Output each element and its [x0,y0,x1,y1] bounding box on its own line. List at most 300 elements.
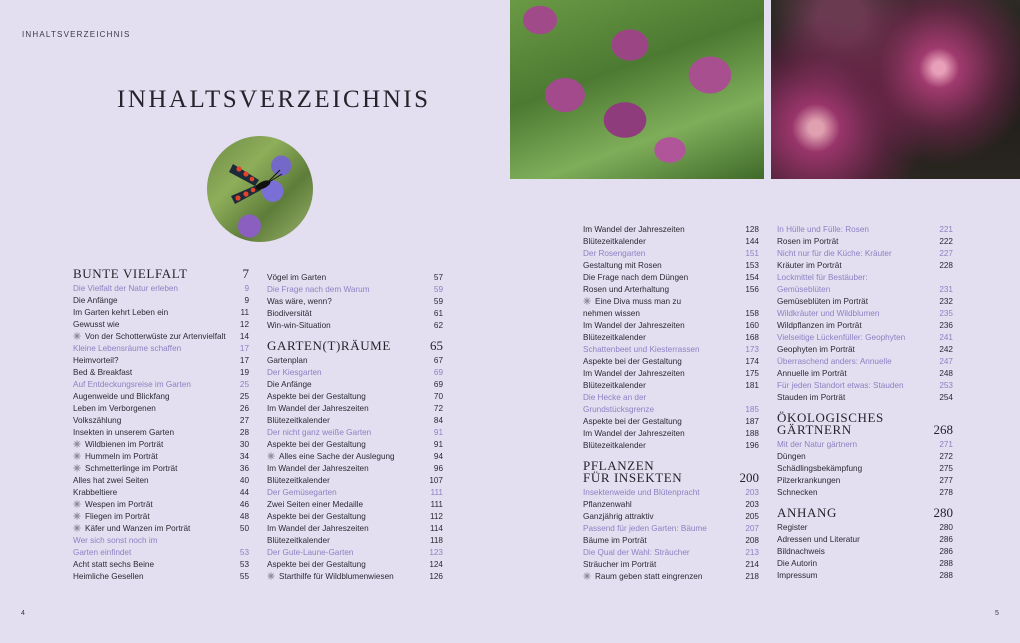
toc-entry [583,559,759,571]
toc-entry [73,295,249,307]
entry-title: Die Anfänge [267,380,312,389]
entry-title: Im Wandel der Jahreszeiten [267,404,369,413]
toc-entry [267,511,443,523]
toc-subheading [583,523,759,535]
entry-title: Grundstücksgrenze [583,405,654,414]
entry-title: Gemüseblüten [777,285,831,294]
entry-page-number: 96 [433,464,443,473]
entry-title: Die Vielfalt der Natur erleben [73,284,178,293]
entry-title: Auf Entdeckungsreise im Garten [73,380,191,389]
entry-title: Bed & Breakfast [73,368,133,377]
entry-title: Gewusst wie [73,320,120,329]
entry-page-number: 25 [239,392,249,401]
toc-entry [267,320,443,332]
folio-left: 4 [21,610,25,617]
toc-subheading [583,547,759,559]
entry-page-number: 213 [745,548,759,557]
entry-title: Leben im Verborgenen [73,404,156,413]
entry-page-number: 84 [433,416,443,425]
flower-bullet-icon [583,297,591,305]
entry-page-number: 203 [745,500,759,509]
toc-entry [583,535,759,547]
toc-entry [267,379,443,391]
toc-entry [267,308,443,320]
entry-page-number: 288 [939,559,953,568]
toc-entry [73,319,249,331]
toc-section-heading [583,460,759,484]
toc-subheading [267,284,443,296]
toc-entry [73,415,249,427]
entry-page-number: 62 [433,321,443,330]
toc-entry [583,571,759,583]
running-head: INHALTSVERZEICHNIS [22,30,131,39]
toc-entry [73,499,249,511]
entry-page-number: 254 [939,393,953,402]
entry-title: Überraschend anders: Annuelle [777,357,892,366]
flower-bullet-icon [73,332,81,340]
entry-title: Blütezeitkalender [267,476,330,485]
entry-title: Krabbeltiere [73,488,118,497]
entry-title: Ganzjährig attraktiv [583,512,654,521]
toc-entry [583,356,759,368]
entry-page-number: 208 [745,536,759,545]
toc-subheading [583,248,759,260]
entry-page-number: 280 [939,523,953,532]
entry-page-number: 242 [939,345,953,354]
entry-title: Volkszählung [73,416,122,425]
entry-page-number: 286 [939,535,953,544]
toc-section-heading [73,268,249,280]
flower-bullet-icon [73,500,81,508]
toc-entry [777,392,953,404]
toc-entry [267,463,443,475]
entry-page-number: 17 [239,344,249,353]
entry-page-number: 232 [939,297,953,306]
toc-entry [267,571,443,583]
entry-title: Blütezeitkalender [267,416,330,425]
entry-page-number: 248 [939,369,953,378]
entry-title: Aspekte bei der Gestaltung [583,357,682,366]
section-title: ANHANG [777,505,837,520]
entry-title: Aspekte bei der Gestaltung [267,392,366,401]
entry-page-number: 160 [745,321,759,330]
entry-title: Mit der Natur gärtnern [777,440,858,449]
entry-title: Im Wandel der Jahreszeiten [583,429,685,438]
toc-entry [73,463,249,475]
toc-entry [777,368,953,380]
entry-title: Blütezeitkalender [267,536,330,545]
moth-icon [225,158,295,213]
entry-title: Der Gute-Laune-Garten [267,548,354,557]
entry-title: Im Wandel der Jahreszeiten [583,321,685,330]
entry-title: Zwei Seiten einer Medaille [267,500,364,509]
toc-entry [777,320,953,332]
entry-title: Die Autorin [777,559,818,568]
toc-subheading [583,404,759,416]
entry-page-number: 46 [239,500,249,509]
toc-entry [583,236,759,248]
toc-entry [777,236,953,248]
toc-entry [73,391,249,403]
toc-entry [73,451,249,463]
toc-entry [267,355,443,367]
entry-page-number: 228 [939,261,953,270]
entry-title: Eine Diva muss man zu [595,297,682,306]
entry-page-number: 50 [239,524,249,533]
entry-page-number: 174 [745,357,759,366]
section-page-number: 268 [933,422,953,437]
toc-subheading [267,427,443,439]
toc-subheading [73,547,249,559]
entry-title: Pflanzenwahl [583,500,632,509]
entry-title: Vögel im Garten [267,273,327,282]
toc-entry [73,571,249,583]
toc-column-2 [267,272,443,583]
entry-title: Im Wandel der Jahreszeiten [583,225,685,234]
entry-title: Die Frage nach dem Warum [267,285,370,294]
flower-bullet-icon [267,452,275,460]
toc-subheading [777,439,953,451]
toc-entry [73,475,249,487]
entry-page-number: 26 [239,404,249,413]
toc-entry [777,296,953,308]
toc-subheading [267,367,443,379]
toc-entry [583,260,759,272]
toc-entry [73,559,249,571]
toc-entry [267,415,443,427]
entry-page-number: 27 [239,416,249,425]
toc-entry [583,499,759,511]
entry-page-number: 59 [433,297,443,306]
toc-entry [73,487,249,499]
toc-entry [267,391,443,403]
entry-title: nehmen wissen [583,309,640,318]
entry-page-number: 173 [745,345,759,354]
entry-title: Blütezeitkalender [583,381,646,390]
toc-entry [583,380,759,392]
entry-title: Pilzerkrankungen [777,476,841,485]
toc-subheading [777,356,953,368]
moth-circle-photo [207,136,313,242]
entry-title: Der Gemüsegarten [267,488,337,497]
entry-page-number: 111 [430,488,443,497]
entry-page-number: 53 [239,548,249,557]
entry-page-number: 218 [745,572,759,581]
entry-page-number: 36 [239,464,249,473]
entry-title: Biodiversität [267,309,312,318]
entry-page-number: 14 [239,332,249,341]
toc-entry [267,523,443,535]
entry-title: Der Kiesgarten [267,368,322,377]
toc-entry [267,272,443,284]
toc-entry [73,403,249,415]
entry-title: Acht statt sechs Beine [73,560,155,569]
flower-bullet-icon [73,524,81,532]
toc-entry [777,534,953,546]
entry-page-number: 187 [745,417,759,426]
toc-section-heading [777,412,953,436]
entry-title: Augenweide und Blickfang [73,392,170,401]
toc-entry [583,511,759,523]
entry-page-number: 156 [745,285,759,294]
toc-entry [73,355,249,367]
entry-page-number: 207 [745,524,759,533]
flower-bullet-icon [73,464,81,472]
entry-title: Rosen und Arterhaltung [583,285,670,294]
entry-title: Stauden im Porträt [777,393,846,402]
entry-title: Blütezeitkalender [583,441,646,450]
entry-page-number: 11 [240,308,249,317]
toc-entry [583,368,759,380]
entry-page-number: 214 [745,560,759,569]
entry-title: Lockmittel für Bestäuber: [777,273,868,282]
entry-title: Annuelle im Porträt [777,369,847,378]
entry-page-number: 61 [433,309,443,318]
entry-page-number: 153 [745,261,759,270]
entry-title: Düngen [777,452,806,461]
toc-entry [73,427,249,439]
entry-title: Register [777,523,808,532]
toc-entry [267,451,443,463]
entry-page-number: 53 [239,560,249,569]
toc-entry [583,440,759,452]
entry-title: In Hülle und Fülle: Rosen [777,225,869,234]
hellebore-photo [510,0,764,179]
entry-page-number: 34 [239,452,249,461]
entry-title: Schnecken [777,488,818,497]
toc-column-4 [777,224,953,582]
entry-page-number: 275 [939,464,953,473]
toc-entry [583,416,759,428]
toc-entry [267,499,443,511]
entry-page-number: 69 [433,380,443,389]
entry-page-number: 196 [745,441,759,450]
entry-title: Bäume im Porträt [583,536,647,545]
entry-title: Gemüseblüten im Porträt [777,297,869,306]
toc-entry [777,463,953,475]
entry-page-number: 154 [745,273,759,282]
entry-page-number: 48 [239,512,249,521]
section-title: BUNTE VIELFALT [73,266,188,281]
entry-title: Im Wandel der Jahreszeiten [583,369,685,378]
toc-entry [583,224,759,236]
entry-page-number: 227 [939,249,953,258]
entry-page-number: 288 [939,571,953,580]
section-title-line1: ÖKOLOGISCHES [777,410,884,425]
toc-entry [583,284,759,296]
entry-title: Heimliche Gesellen [73,572,144,581]
toc-entry [267,559,443,571]
entry-page-number: 91 [433,428,443,437]
entry-title: Aspekte bei der Gestaltung [267,560,366,569]
toc-section-heading [777,507,953,519]
toc-entry [73,523,249,535]
entry-title: Win-win-Situation [267,321,331,330]
toc-entry [777,475,953,487]
flower-bullet-icon [267,572,275,580]
entry-page-number: 17 [239,356,249,365]
allium-photo [771,0,1020,179]
entry-page-number: 118 [429,536,443,545]
entry-title: Von der Schotterwüste zur Artenvielfalt [85,332,226,341]
entry-title: Schattenbeet und Kiesterrassen [583,345,700,354]
section-page-number: 200 [739,470,759,485]
entry-title: Kleine Lebensräume schaffen [73,344,182,353]
entry-title: Raum geben statt eingrenzen [595,572,703,581]
section-title-line2: FÜR INSEKTEN [583,470,683,485]
toc-column-1 [73,268,249,583]
toc-subheading [73,535,249,547]
entry-page-number: 44 [239,488,249,497]
section-title [583,460,682,484]
entry-page-number: 67 [433,356,443,365]
entry-page-number: 70 [433,392,443,401]
entry-title: Wildkräuter und Wildblumen [777,309,880,318]
entry-title: Der Rosengarten [583,249,646,258]
entry-title: Wildbienen im Porträt [85,440,164,449]
toc-entry [267,475,443,487]
entry-page-number: 203 [745,488,759,497]
toc-entry [267,403,443,415]
entry-title: Passend für jeden Garten: Bäume [583,524,707,533]
toc-entry [73,439,249,451]
entry-title: Vielseitige Lückenfüller: Geophyten [777,333,906,342]
toc-subheading [777,284,953,296]
entry-page-number: 12 [239,320,249,329]
toc-subheading [777,248,953,260]
entry-title: Heimvorteil? [73,356,119,365]
section-title-line1: PFLANZEN [583,458,655,473]
entry-page-number: 128 [745,225,759,234]
entry-page-number: 272 [939,452,953,461]
entry-page-number: 271 [939,440,953,449]
toc-entry [777,344,953,356]
entry-page-number: 55 [239,572,249,581]
toc-entry [583,272,759,284]
entry-title: Was wäre, wenn? [267,297,332,306]
entry-title: Aspekte bei der Gestaltung [583,417,682,426]
entry-page-number: 175 [745,369,759,378]
entry-page-number: 205 [745,512,759,521]
toc-subheading [777,380,953,392]
toc-entry [777,570,953,582]
flower-bullet-icon [73,452,81,460]
flower-bullet-icon [583,572,591,580]
entry-page-number: 69 [433,368,443,377]
flower-bullet-icon [73,440,81,448]
entry-title: Käfer und Wanzen im Porträt [85,524,191,533]
entry-title: Wespen im Porträt [85,500,153,509]
entry-title: Gestaltung mit Rosen [583,261,662,270]
entry-page-number: 151 [745,249,759,258]
entry-page-number: 28 [239,428,249,437]
toc-subheading [777,224,953,236]
toc-subheading [583,487,759,499]
entry-page-number: 247 [939,357,953,366]
entry-page-number: 40 [239,476,249,485]
entry-title: Aspekte bei der Gestaltung [267,440,366,449]
entry-title: Insekten in unserem Garten [73,428,175,437]
entry-page-number: 241 [939,333,953,342]
entry-title: Im Wandel der Jahreszeiten [267,524,369,533]
toc-entry [777,522,953,534]
entry-title: Sträucher im Porträt [583,560,657,569]
entry-page-number: 181 [745,381,759,390]
entry-page-number: 114 [429,524,443,533]
toc-subheading [777,272,953,284]
entry-page-number: 9 [244,284,249,293]
entry-page-number: 9 [244,296,249,305]
toc-subheading [73,379,249,391]
toc-entry [777,487,953,499]
entry-page-number: 144 [745,237,759,246]
entry-title: Geophyten im Porträt [777,345,855,354]
entry-page-number: 19 [239,368,249,377]
entry-title: Blütezeitkalender [583,333,646,342]
toc-entry [73,307,249,319]
entry-title: Im Garten kehrt Leben ein [73,308,169,317]
section-page-number: 65 [430,338,443,353]
toc-entry [777,260,953,272]
entry-title: Bildnachweis [777,547,825,556]
page-title: INHALTSVERZEICHNIS [117,86,431,113]
toc-entry [267,296,443,308]
entry-page-number: 278 [939,488,953,497]
entry-title: Fliegen im Porträt [85,512,150,521]
entry-page-number: 286 [939,547,953,556]
entry-page-number: 231 [939,285,953,294]
entry-page-number: 188 [745,429,759,438]
entry-title: Schädlingsbekämpfung [777,464,863,473]
toc-entry [583,320,759,332]
entry-title: Wer sich sonst noch im [73,536,158,545]
toc-subheading [73,343,249,355]
entry-page-number: 126 [429,572,443,581]
entry-page-number: 235 [939,309,953,318]
toc-subheading [777,308,953,320]
toc-entry [583,308,759,320]
entry-page-number: 168 [745,333,759,342]
entry-title: Insektenweide und Blütenpracht [583,488,700,497]
entry-title: Im Wandel der Jahreszeiten [267,464,369,473]
toc-entry [777,558,953,570]
entry-title: Rosen im Porträt [777,237,839,246]
toc-column-3 [583,224,759,583]
entry-page-number: 30 [239,440,249,449]
entry-page-number: 123 [429,548,443,557]
section-title: GARTEN(T)RÄUME [267,338,391,353]
flower-bullet-icon [73,512,81,520]
entry-page-number: 94 [433,452,443,461]
toc-entry [583,428,759,440]
entry-page-number: 124 [429,560,443,569]
entry-page-number: 277 [939,476,953,485]
entry-page-number: 25 [239,380,249,389]
entry-title: Wildpflanzen im Porträt [777,321,862,330]
entry-title: Die Hecke an der [583,393,647,402]
entry-page-number: 236 [939,321,953,330]
entry-title: Gartenplan [267,356,308,365]
toc-subheading [583,392,759,404]
toc-entry [777,451,953,463]
toc-entry [777,546,953,558]
toc-entry [73,331,249,343]
entry-page-number: 158 [745,309,759,318]
entry-page-number: 222 [939,237,953,246]
entry-page-number: 72 [433,404,443,413]
toc-subheading [267,487,443,499]
entry-title: Nicht nur für die Küche: Kräuter [777,249,892,258]
